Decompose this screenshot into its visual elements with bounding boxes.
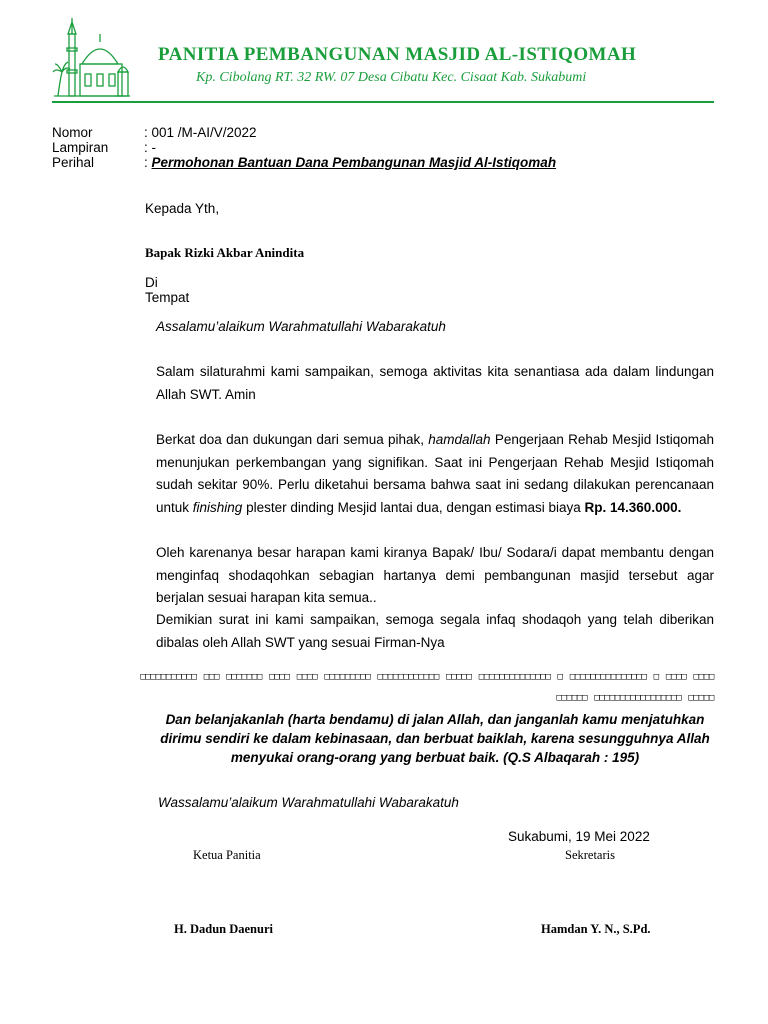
- opening-salam: Assalamu’alaikum Warahmatullahi Wabarakatuh: [156, 319, 446, 334]
- quran-verse-arabic-line-1: □□□□□□□□□□□ □□□ □□□□□□□ □□□□ □□□□ □□□□□□□□□ □□□□□□□□□□□□ □□□□□ □□□□□□□□□□□□□□ □ □□□□□□□□□□□□□□□ □ □□□□ □□□□: [140, 672, 714, 682]
- closing-salam: Wassalamu’alaikum Warahmatullahi Wabarakatuh: [158, 795, 459, 810]
- p2-text: plester dinding Mesjid lantai dua, dengan estimasi biaya: [242, 499, 585, 515]
- p2-text: Pengerjaan Rehab Mesjid Istiqomah menunjukan perkembangan yang signifikan. Saat ini Pengerjaan Rehab Mesjid Istiqomah sudah sekitar 90%. Perlu diketahui bersama bahwa saat ini sedang dilakukan perencanaan untuk: [156, 432, 714, 515]
- estimated-cost: Rp. 14.360.000.: [584, 499, 682, 515]
- paragraph-4: Demikian surat ini kami sampaikan, semoga segala infaq shodaqoh yang telah diberikan dibalas oleh Allah SWT yang sesuai Firman-Nya: [156, 612, 714, 650]
- p2-hamdallah: hamdallah: [428, 432, 491, 447]
- recipient-place: Tempat: [145, 290, 190, 305]
- meta-value: : -: [144, 140, 156, 155]
- recipient-name: Bapak Rizki Akbar Anindita: [145, 245, 305, 260]
- meta-value: : 001 /M-AI/V/2022: [144, 125, 257, 140]
- recipient-di: Di: [145, 275, 158, 290]
- paragraph-1: Salam silaturahmi kami sampaikan, semoga aktivitas kita senantiasa ada dalam lindungan Allah SWT. Amin: [156, 364, 714, 402]
- quran-verse-arabic-line-2: □□□□□□ □□□□□□□□□□□□□□□□□ □□□□□: [556, 693, 714, 703]
- p2-finishing: finishing: [192, 499, 243, 515]
- sekretaris-name: Hamdan Y. N., S.Pd.: [541, 922, 651, 936]
- meta-label: Nomor: [52, 125, 93, 140]
- ketua-name: H. Dadun Daenuri: [174, 922, 273, 936]
- meta-perihal: [52, 155, 712, 170]
- header-divider: [52, 101, 714, 103]
- org-name: PANITIA PEMBANGUNAN MASJID AL-ISTIQOMAH: [158, 44, 637, 65]
- p2-text: Berkat doa dan dukungan dari semua pihak,: [156, 432, 429, 447]
- meta-label: Lampiran: [52, 140, 109, 155]
- sekretaris-title: Sekretaris: [565, 848, 615, 862]
- paragraph-3: Oleh karenanya besar harapan kami kiranya Bapak/ Ibu/ Sodara/i dapat membantu dengan menginfaq shodaqohkan sebagian hartanya demi pembangunan masjid tersebut agar berjalan sesuai harapan kita semua..: [156, 545, 714, 605]
- ketua-title: Ketua Panitia: [193, 848, 261, 862]
- org-address: Kp. Cibolang RT. 32 RW. 07 Desa Cibatu Kec. Cisaat Kab. Sukabumi: [196, 70, 587, 85]
- meta-label: Perihal: [52, 155, 95, 170]
- meta-nomor: [52, 125, 712, 140]
- mosque-icon: [52, 14, 132, 104]
- subject-line: Permohonan Bantuan Dana Pembangunan Masjid Al-Istiqomah: [151, 155, 557, 170]
- place-date: Sukabumi, 19 Mei 2022: [508, 829, 650, 844]
- paragraph-2: [156, 429, 714, 519]
- meta-lampiran: [52, 140, 712, 155]
- meta-colon: :: [144, 155, 152, 170]
- verse-translation: Dan belanjakanlah (harta bendamu) di jalan Allah, dan janganlah kamu menjatuhkan dirimu sendiri ke dalam kebinasaan, dan berbuat baiklah, karena sesungguhnya Allah menyukai orang-orang yang berbuat baik. (Q.S Albaqarah : 195): [160, 712, 710, 765]
- greeting: Kepada Yth,: [145, 201, 220, 216]
